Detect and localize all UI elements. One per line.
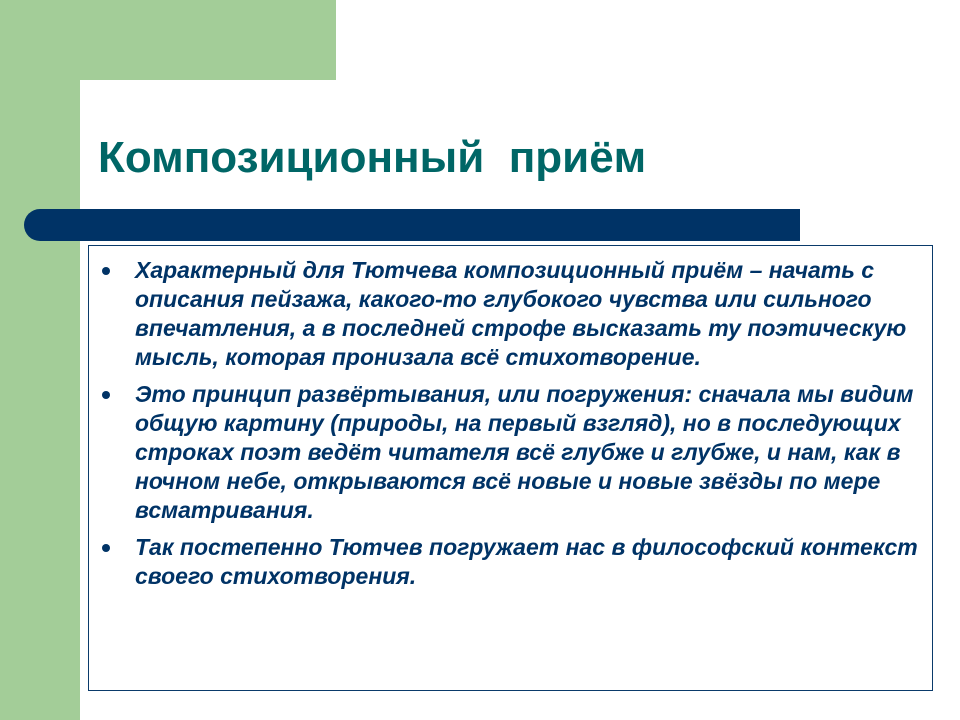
- bullet-dot-icon: [102, 267, 110, 275]
- bullet-list: [89, 246, 932, 591]
- bullet-text: Характерный для Тютчева композиционный приём – начать с описания пейзажа, какого-то глубокого чувства или сильного впечатления, а в последней строфе высказать ту поэтическую мысль, которая пронизала всё стихотворение.: [135, 257, 907, 370]
- bullet-item: [135, 380, 920, 525]
- bullet-text: Так постепенно Тютчев погружает нас в философский контекст своего стихотворения.: [135, 534, 918, 589]
- content-box: [88, 245, 933, 691]
- green-accent-top: [0, 0, 336, 80]
- bullet-dot-icon: [102, 544, 110, 552]
- bullet-item: [135, 256, 920, 372]
- title-underline-bar: [24, 209, 800, 241]
- bullet-dot-icon: [102, 391, 110, 399]
- green-accent-left: [0, 0, 80, 720]
- slide-title: Композиционный приём: [98, 133, 647, 182]
- bullet-item: [135, 533, 920, 591]
- bullet-text: Это принцип развёртывания, или погружения: сначала мы видим общую картину (природы, на первый взгляд), но в последующих строках поэт ведёт читателя всё глубже и глубже, и нам, как в ночном небе, открываются всё новые и новые звёзды по мере всматривания.: [135, 381, 914, 523]
